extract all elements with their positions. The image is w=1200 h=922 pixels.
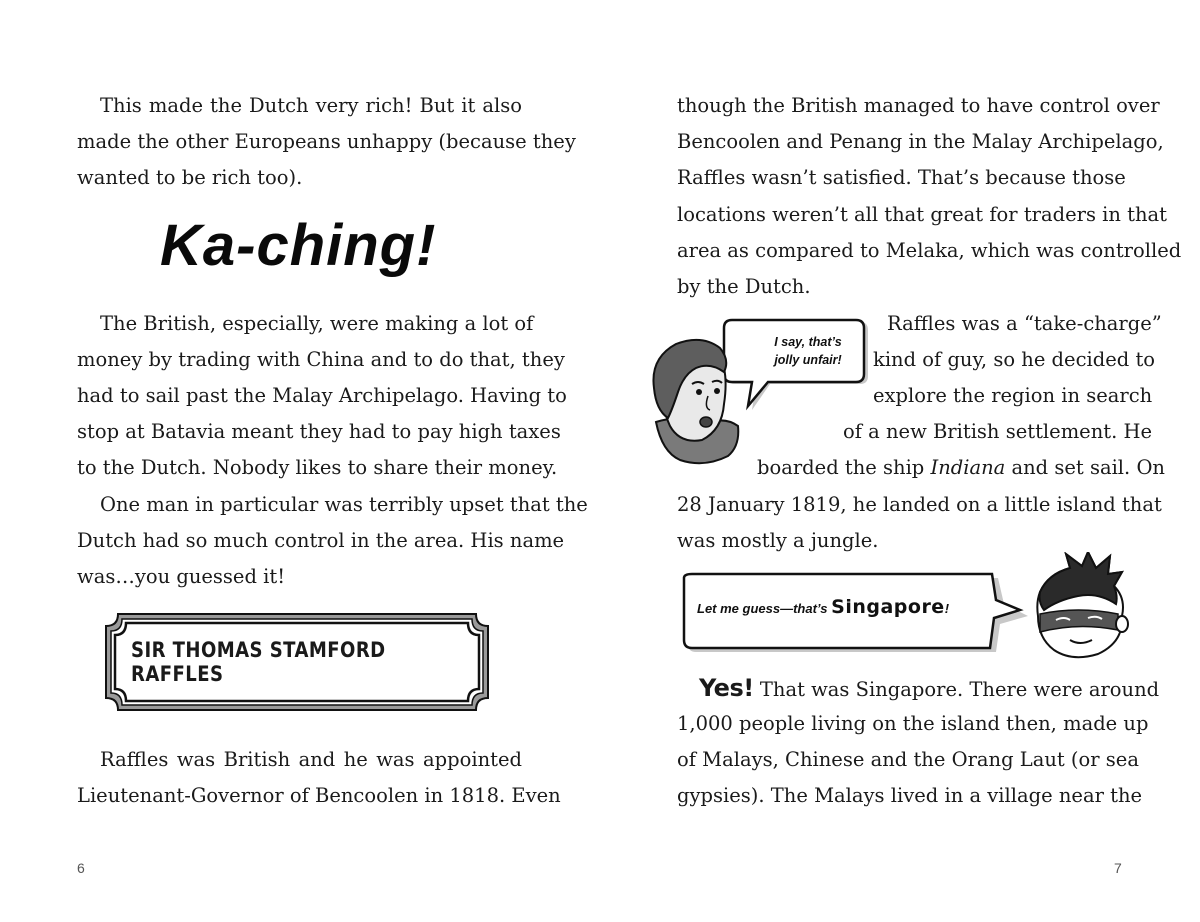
text-line: wanted to be rich too). (77, 166, 303, 189)
boy-speech-bubble (697, 596, 949, 618)
text-line: Bencoolen and Penang in the Malay Archipelago, (677, 130, 1164, 153)
text-line: to the Dutch. Nobody likes to share their money. (77, 456, 558, 479)
bubble-prefix: Let me guess—that’s (697, 601, 832, 616)
raffles-nameplate (104, 612, 490, 712)
text-line: though the British managed to have control over (677, 94, 1160, 117)
text-line: of a new British settlement. He (843, 420, 1153, 443)
text-line: The British, especially, were making a lot of (100, 312, 534, 335)
bubble-line: I say, that’s (774, 335, 842, 349)
text-line: stop at Batavia meant they had to pay high taxes (77, 420, 561, 443)
text-line: 28 January 1819, he landed on a little island that (677, 493, 1162, 516)
right-page (600, 0, 1200, 922)
page-number-right: 7 (1114, 860, 1122, 876)
text-line: One man in particular was terribly upset that the (100, 493, 588, 516)
text-line: had to sail past the Malay Archipelago. Having to (77, 384, 567, 407)
text-line: money by trading with China and to do that, they (77, 348, 565, 371)
page-number-left: 6 (77, 860, 85, 876)
singapore-emphasis: Singapore (831, 596, 945, 618)
text-line: Dutch had so much control in the area. His name (77, 529, 565, 552)
text-line: area as compared to Melaka, which was controlled (677, 239, 1182, 262)
text-line: made the other Europeans unhappy (because they (77, 130, 576, 153)
yes-exclamation: Yes! (699, 674, 754, 702)
text-line: by the Dutch. (677, 275, 811, 298)
text-line: was mostly a jungle. (677, 529, 879, 552)
ka-ching-sound-effect: Ka-ching! (160, 213, 437, 278)
raffles-speech-bubble (752, 333, 864, 369)
bubble-line: jolly unfair! (774, 353, 842, 367)
text-line: Lieutenant-Governor of Bencoolen in 1818. Even (77, 784, 561, 807)
text-line: gypsies). The Malays lived in a village near the (677, 784, 1143, 807)
bubble-suffix: ! (944, 601, 950, 616)
text-run: boarded the ship (757, 456, 931, 479)
text-line: was…you guessed it! (77, 565, 286, 588)
text-line: explore the region in search (873, 384, 1153, 407)
ship-name: Indiana (930, 456, 1006, 479)
nameplate-label: SIR THOMAS STAMFORD RAFFLES (131, 638, 386, 686)
text-run: and set sail. On (1005, 456, 1165, 479)
text-line: This made the Dutch very rich! But it also (100, 94, 522, 117)
text-line: Raffles was a “take-charge” (887, 312, 1162, 335)
text-line: kind of guy, so he decided to (873, 348, 1156, 371)
text-line (757, 450, 1165, 486)
text-line (699, 670, 1160, 708)
text-line: of Malays, Chinese and the Orang Laut (or sea (677, 748, 1139, 771)
text-line: locations weren’t all that great for traders in that (677, 203, 1168, 226)
text-line: Raffles wasn’t satisfied. That’s because those (677, 166, 1126, 189)
text-line: Raffles was British and he was appointed (100, 748, 522, 771)
text-line: 1,000 people living on the island then, made up (677, 712, 1149, 735)
text-run: That was Singapore. There were around (753, 678, 1160, 701)
